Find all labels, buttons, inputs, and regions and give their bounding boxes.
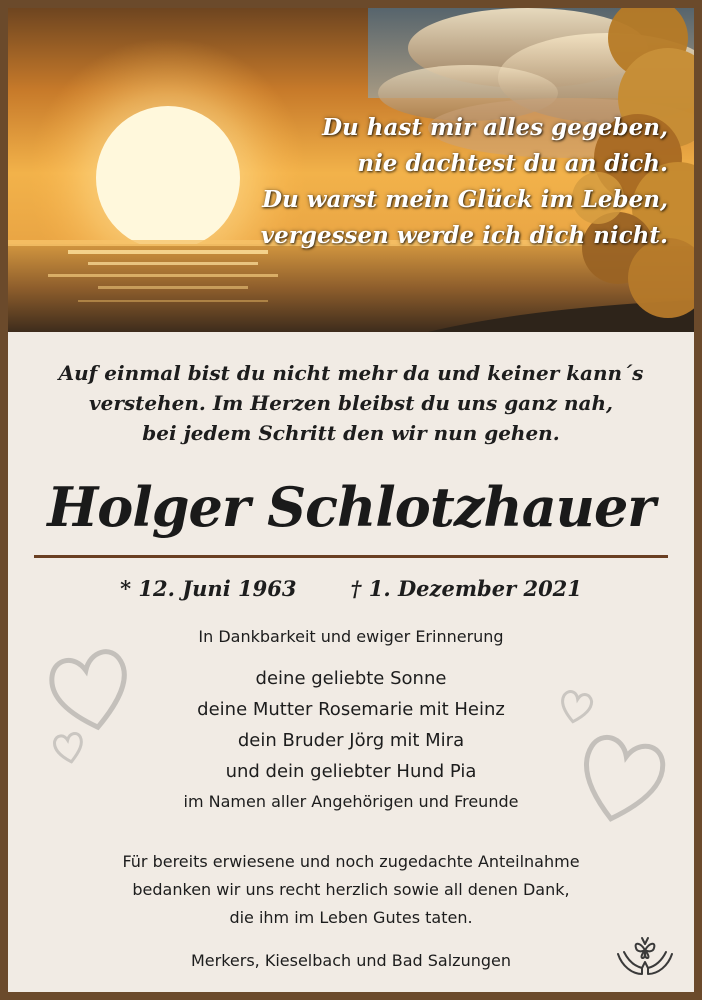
mourners-block [8,625,694,817]
mourner-line: deine Mutter Rosemarie mit Heinz [197,699,505,720]
mourners-heading: In Dankbarkeit und ewiger Erinnerung [198,627,504,646]
mourner-line: deine geliebte Sonne [255,668,447,689]
hands-butterfly-icon [612,932,678,980]
intro-line: bei jedem Schritt den wir nun gehen. [142,421,560,445]
life-dates [8,574,694,604]
thanks-line: Für bereits erwiesene und noch zugedachte Anteilnahme [122,852,580,871]
divider [34,555,668,558]
intro-verse [8,358,694,448]
poem [261,110,668,254]
mourner-line: dein Bruder Jörg mit Mira [237,730,465,751]
poem-line: Du warst mein Glück im Leben, [262,186,668,213]
poem-line: nie dachtest du an dich. [357,150,668,177]
thanks-note [8,848,694,932]
poem-line: vergessen werde ich dich nicht. [260,222,668,249]
poem-line: Du hast mir alles gegeben, [322,114,668,141]
intro-line: Auf einmal bist du nicht mehr da und keiner kann´s [58,361,644,385]
places: Merkers, Kieselbach und Bad Salzungen [190,951,511,970]
thanks-line: die ihm im Leben Gutes taten. [229,908,473,927]
obituary-card [8,8,694,992]
sunset-image [8,8,694,332]
birth-date: * 12. Juni 1963 [120,576,297,601]
mourner-line: und dein geliebter Hund Pia [225,761,477,782]
death-date: † 1. Dezember 2021 [350,576,582,601]
mourners-closing: im Namen aller Angehörigen und Freunde [183,792,519,811]
thanks-line: bedanken wir uns recht herzlich sowie all denen Dank, [132,880,570,899]
intro-line: verstehen. Im Herzen bleibst du uns ganz nah, [88,391,613,415]
deceased-name: Holger Schlotzhauer [47,475,655,539]
